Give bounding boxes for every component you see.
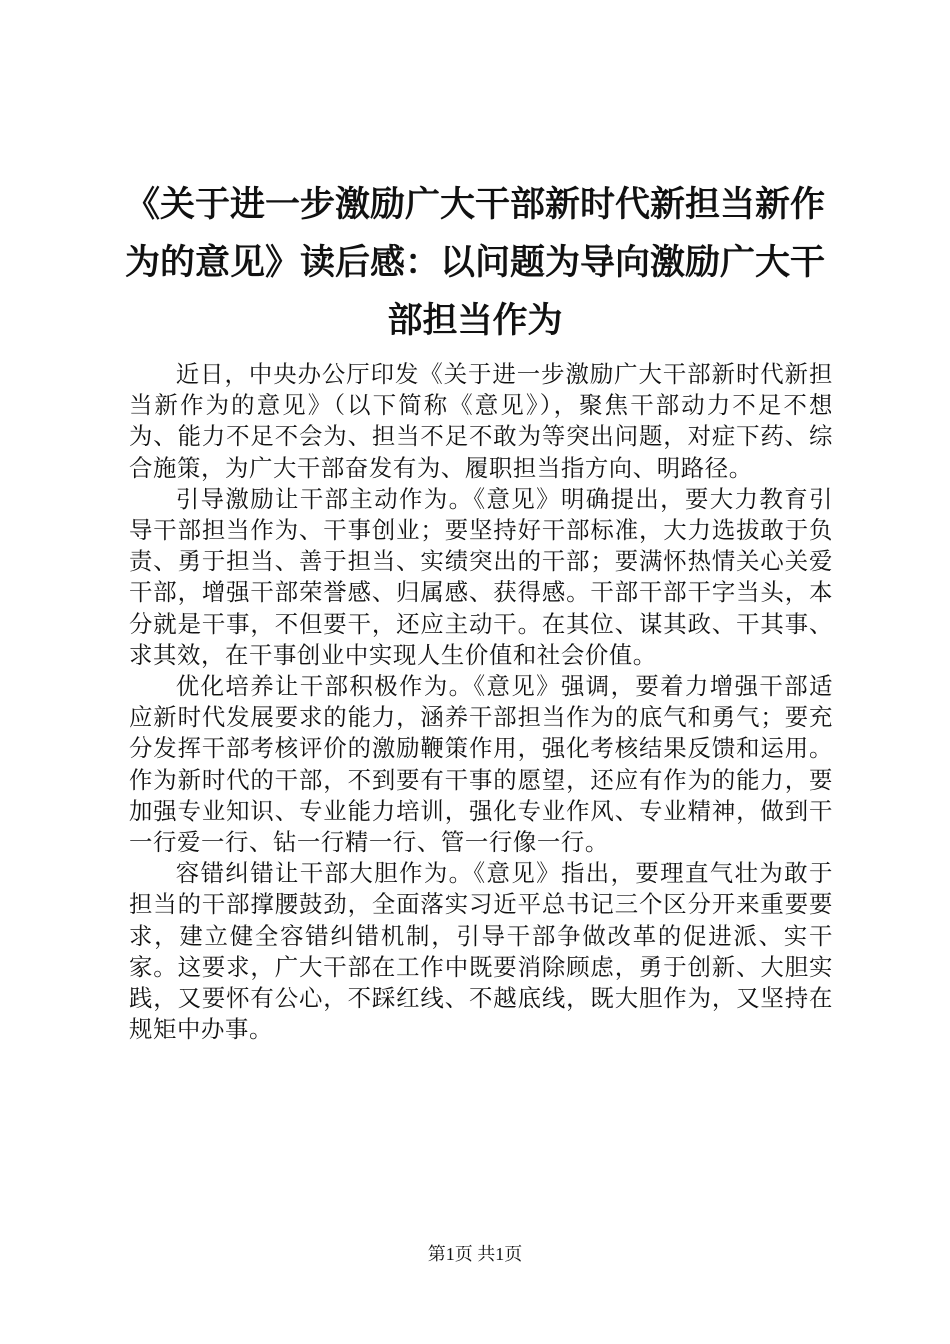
- paragraph-tolerance: 容错纠错让干部大胆作为。《意见》指出，要理直气壮为敢于担当的干部撑腰鼓劲，全面落实习近平总书记三个区分开来重要要求，建立健全容错纠错机制，引导干部争做改革的促进派、实干家。这要求，广大干部在工作中既要消除顾虑，勇于创新、大胆实践，又要怀有公心，不踩红线、不越底线，既大胆作为，又坚持在规矩中办事。: [129, 859, 833, 1044]
- page-footer: 第1页 共1页: [427, 1244, 523, 1264]
- document-body: [129, 359, 833, 1045]
- paragraph-intro: 近日，中央办公厅印发《关于进一步激励广大干部新时代新担当新作为的意见》（以下简称《意见》），聚焦干部动力不足不想为、能力不足不会为、担当不足不敢为等突出问题，对症下药、综合施策，为广大干部奋发有为、履职担当指方向、明路径。: [129, 360, 833, 482]
- paragraph-guidance: 引导激励让干部主动作为。《意见》明确提出，要大力教育引导干部担当作为、干事创业；要坚持好干部标准，大力选拔敢于负责、勇于担当、善于担当、实绩突出的干部；要满怀热情关心关爱干部，增强干部荣誉感、归属感、获得感。干部干部干字当头，本分就是干事，不但要干，还应主动干。在其位、谋其政、干其事、求其效，在干事创业中实现人生价值和社会价值。: [129, 484, 833, 669]
- document-title: 《关于进一步激励广大干部新时代新担当新作为的意见》读后感：以问题为导向激励广大干部担当作为: [124, 184, 825, 341]
- paragraph-training: 优化培养让干部积极作为。《意见》强调，要着力增强干部适应新时代发展要求的能力，涵养干部担当作为的底气和勇气；要充分发挥干部考核评价的激励鞭策作用，强化考核结果反馈和运用。作为新时代的干部，不到要有干事的愿望，还应有作为的能力，要加强专业知识、专业能力培训，强化专业作风、专业精神，做到干一行爱一行、钻一行精一行、管一行像一行。: [129, 672, 833, 857]
